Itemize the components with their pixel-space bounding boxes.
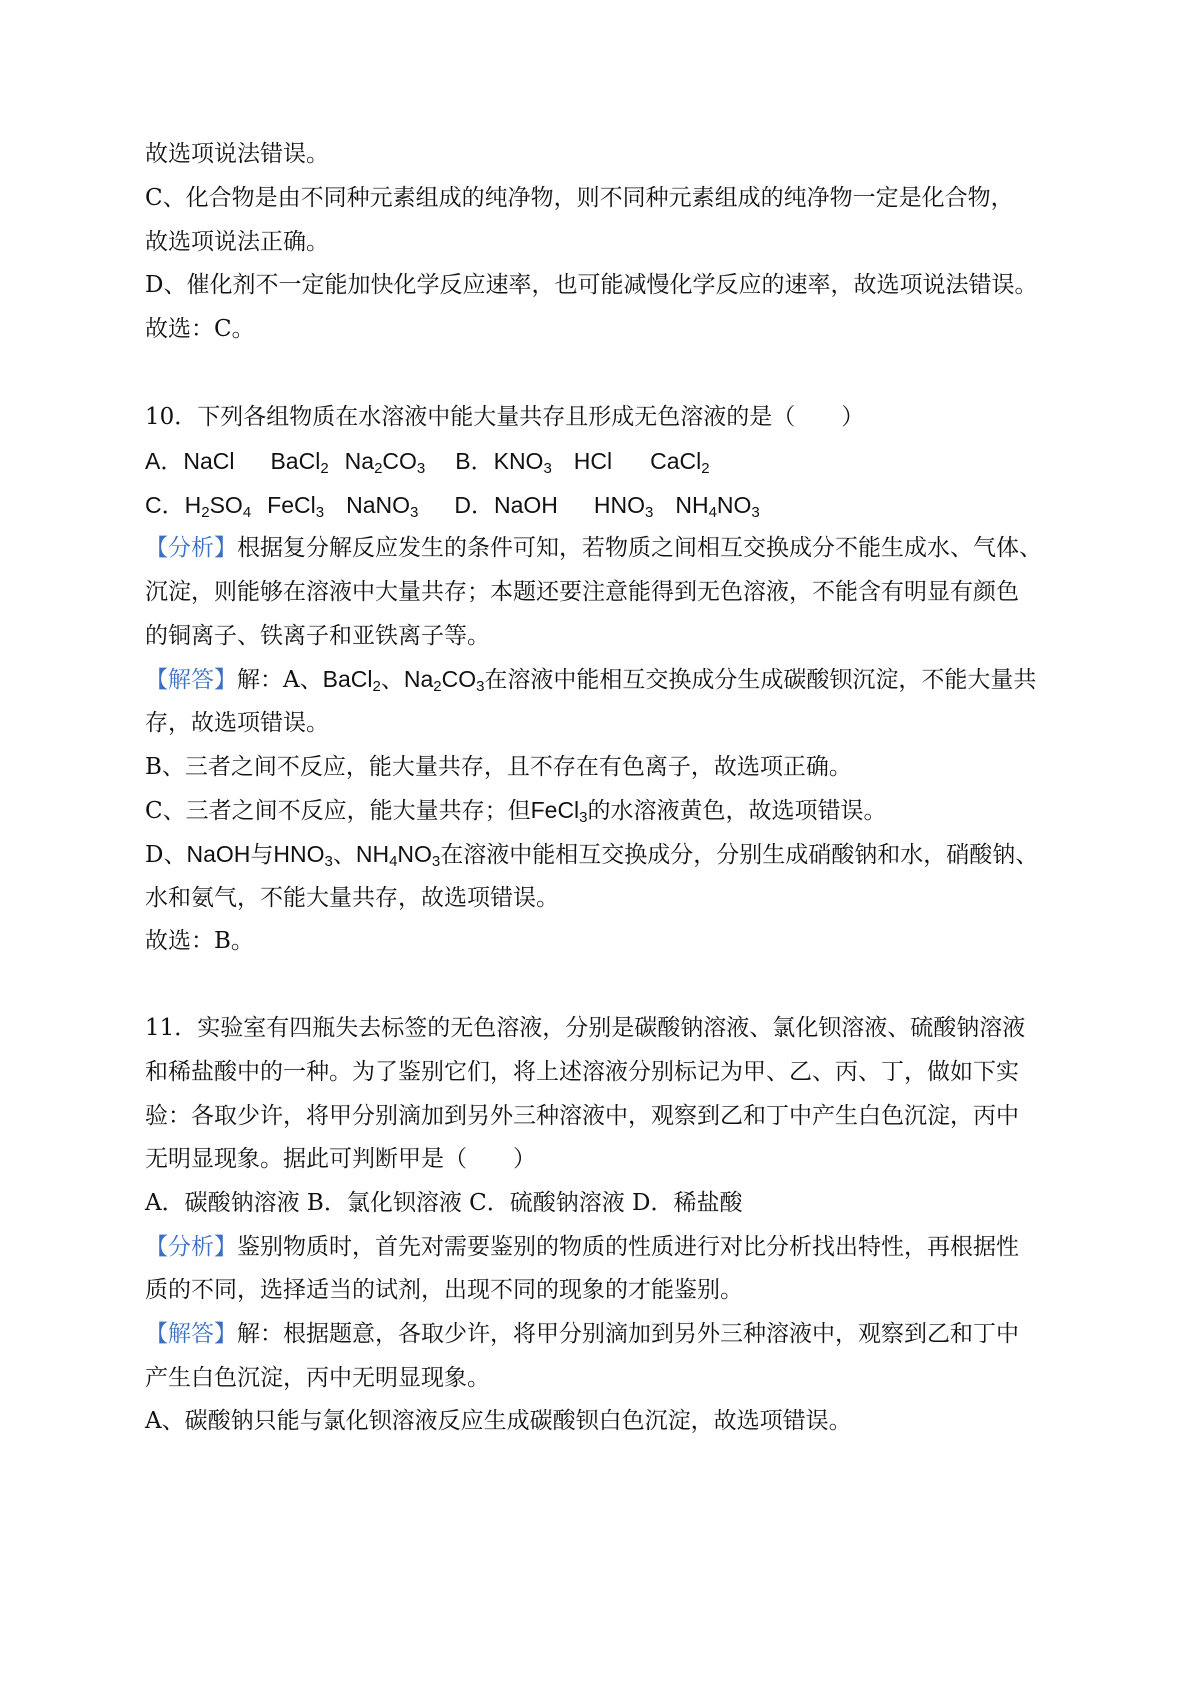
analysis-tag: 【分析】 xyxy=(145,1234,237,1260)
formula-nacl: NaCl xyxy=(183,448,235,474)
formula-naoh: NaOH xyxy=(493,492,558,518)
prev-solution-c-line1: C、化合物是由不同种元素组成的纯净物，则不同种元素组成的纯净物一定是化合物， xyxy=(145,185,1014,211)
q10-answer: 故选：B。 xyxy=(145,928,254,954)
q10-solution-d-line2: 水和氨气，不能大量共存，故选项错误。 xyxy=(145,885,559,911)
formula-fecl3: FeCl$_3$ xyxy=(530,797,588,826)
q10-analysis-line1: 【分析】根据复分解反应发生的条件可知，若物质之间相互交换成分不能生成水、气体、 xyxy=(145,535,1042,561)
formula-hcl: HCl xyxy=(573,448,613,474)
q11-stem-line4: 无明显现象。据此可判断甲是（ ） xyxy=(145,1146,536,1172)
q11-analysis-line2: 质的不同，选择适当的试剂，出现不同的现象的才能鉴别。 xyxy=(145,1277,743,1303)
formula-bacl2: BaCl$_2$ xyxy=(322,666,381,695)
formula-na2co3: $Na_2CO_3$ xyxy=(403,666,485,695)
formula-bacl2: BaCl$_2$ xyxy=(270,448,329,477)
solution-tag: 【解答】 xyxy=(145,667,237,693)
formula-na2co3: $Na_2CO_3$ xyxy=(344,448,426,477)
formula-nh4no3: $NH_4NO_3$ xyxy=(675,492,760,521)
q10-options-ab xyxy=(145,446,1065,476)
q11-solution-line2: 产生白色沉淀，丙中无明显现象。 xyxy=(145,1365,490,1391)
q10-analysis-line2: 沉淀，则能够在溶液中大量共存；本题还要注意能得到无色溶液，不能含有明显有颜色 xyxy=(145,579,1019,605)
q11-stem-line3: 验：各取少许，将甲分别滴加到另外三种溶液中，观察到乙和丁中产生白色沉淀，丙中 xyxy=(145,1103,1019,1129)
q11-analysis-line1: 【分析】鉴别物质时，首先对需要鉴别的物质的性质进行对比分析找出特性，再根据性 xyxy=(145,1234,1019,1260)
q10-solution-b: B、三者之间不反应，能大量共存，且不存在有色离子，故选项正确。 xyxy=(145,754,852,780)
prev-answer: 故选：C。 xyxy=(145,316,255,342)
q10-option-a-label: A． xyxy=(145,448,184,474)
q10-option-d-label: D． xyxy=(454,492,494,518)
q11-solution-a: A、碳酸钠只能与氯化钡溶液反应生成碳酸钡白色沉淀，故选项错误。 xyxy=(145,1408,852,1434)
q10-option-c-label: C． xyxy=(145,492,185,518)
formula-cacl2: CaCl$_2$ xyxy=(650,448,710,477)
q10-solution-a-line1: 【解答】解：A、BaCl$_2$、$Na_2CO_3$在溶液中能相互交换成分生成碳酸钡沉淀，不能大量共 xyxy=(145,666,1037,695)
formula-naoh: NaOH xyxy=(186,841,251,867)
q11-solution-line1: 【解答】解：根据题意，各取少许，将甲分别滴加到另外三种溶液中，观察到乙和丁中 xyxy=(145,1321,1019,1347)
q10-option-b-label: B． xyxy=(455,448,494,474)
q10-stem: 10．下列各组物质在水溶液中能大量共存且形成无色溶液的是（ ） xyxy=(145,404,865,430)
formula-nh4no3: $NH_4NO_3$ xyxy=(355,841,441,870)
solution-tag: 【解答】 xyxy=(145,1321,237,1347)
analysis-tag: 【分析】 xyxy=(145,535,237,561)
q10-solution-a-line2: 存，故选项错误。 xyxy=(145,710,329,736)
formula-hno3: $HNO_3$ xyxy=(593,492,654,521)
prev-solution-c-line2: 故选项说法正确。 xyxy=(145,229,329,255)
q11-options: A．碳酸钠溶液 B．氯化钡溶液 C．硫酸钠溶液 D．稀盐酸 xyxy=(145,1190,743,1216)
q11-stem-line1: 11．实验室有四瓶失去标签的无色溶液，分别是碳酸钠溶液、氯化钡溶液、硫酸钠溶液 xyxy=(145,1015,1026,1041)
formula-fecl3: FeCl$_3$ xyxy=(267,492,325,521)
formula-kno3: $KNO_3$ xyxy=(493,448,552,477)
q10-options-cd xyxy=(145,490,1065,520)
prev-solution-line: 故选项说法错误。 xyxy=(145,141,329,167)
formula-h2so4: $H_2SO_4$ xyxy=(184,492,252,521)
q11-stem-line2: 和稀盐酸中的一种。为了鉴别它们，将上述溶液分别标记为甲、乙、丙、丁，做如下实 xyxy=(145,1059,1019,1085)
formula-nano3: NaNO$_3$ xyxy=(346,492,419,521)
q10-solution-d-line1: D、NaOH与$HNO_3$、$NH_4NO_3$在溶液中能相互交换成分，分别生成硝酸钠和水，硝酸钠、 xyxy=(145,841,1039,870)
formula-hno3: $HNO_3$ xyxy=(273,841,333,870)
q10-analysis-line3: 的铜离子、铁离子和亚铁离子等。 xyxy=(145,623,490,649)
q10-solution-c: C、三者之间不反应，能大量共存；但FeCl$_3$的水溶液黄色，故选项错误。 xyxy=(145,797,887,826)
prev-solution-d-line: D、催化剂不一定能加快化学反应速率，也可能减慢化学反应的速率，故选项说法错误。 xyxy=(145,272,1038,298)
